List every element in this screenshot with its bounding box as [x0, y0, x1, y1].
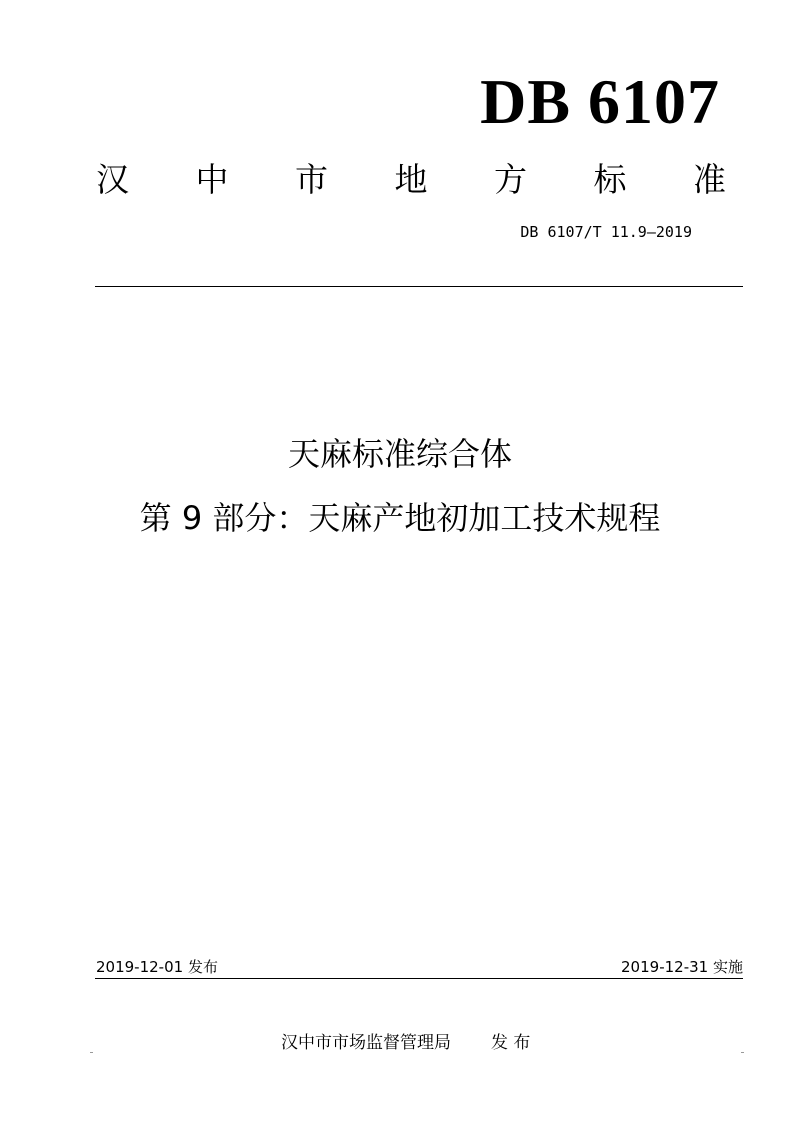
publish-date-block [96, 957, 218, 977]
standard-code: DB 6107 [480, 66, 720, 137]
standard-number: DB 6107/T 11.9—2019 [520, 223, 692, 241]
issuer-name: 汉中市市场监督管理局 [281, 1033, 451, 1053]
implement-date: 2019-12-31 [621, 958, 709, 976]
publish-label: 发布 [187, 958, 218, 976]
standard-type-char: 汉 [96, 160, 129, 199]
document-title: 天麻标准综合体 [287, 435, 512, 473]
implement-date-block [621, 957, 743, 977]
header-divider [95, 286, 743, 287]
issuer-line [281, 1032, 530, 1054]
publish-date: 2019-12-01 [96, 958, 184, 976]
standard-type-char: 中 [195, 160, 229, 199]
crop-mark-right [741, 1052, 744, 1053]
implement-label: 实施 [712, 958, 743, 976]
document-subtitle: 第 9 部分：天麻产地初加工技术规程 [139, 499, 661, 537]
standard-type-char: 方 [494, 160, 527, 199]
standard-type-char: 准 [693, 160, 726, 199]
issue-label: 发 布 [491, 1033, 531, 1053]
standard-type-char: 标 [593, 160, 627, 199]
standard-type-char: 地 [394, 160, 428, 199]
standard-type [96, 160, 726, 200]
footer-divider [95, 978, 743, 979]
crop-mark-left [90, 1052, 93, 1053]
standard-type-char: 市 [295, 160, 328, 199]
